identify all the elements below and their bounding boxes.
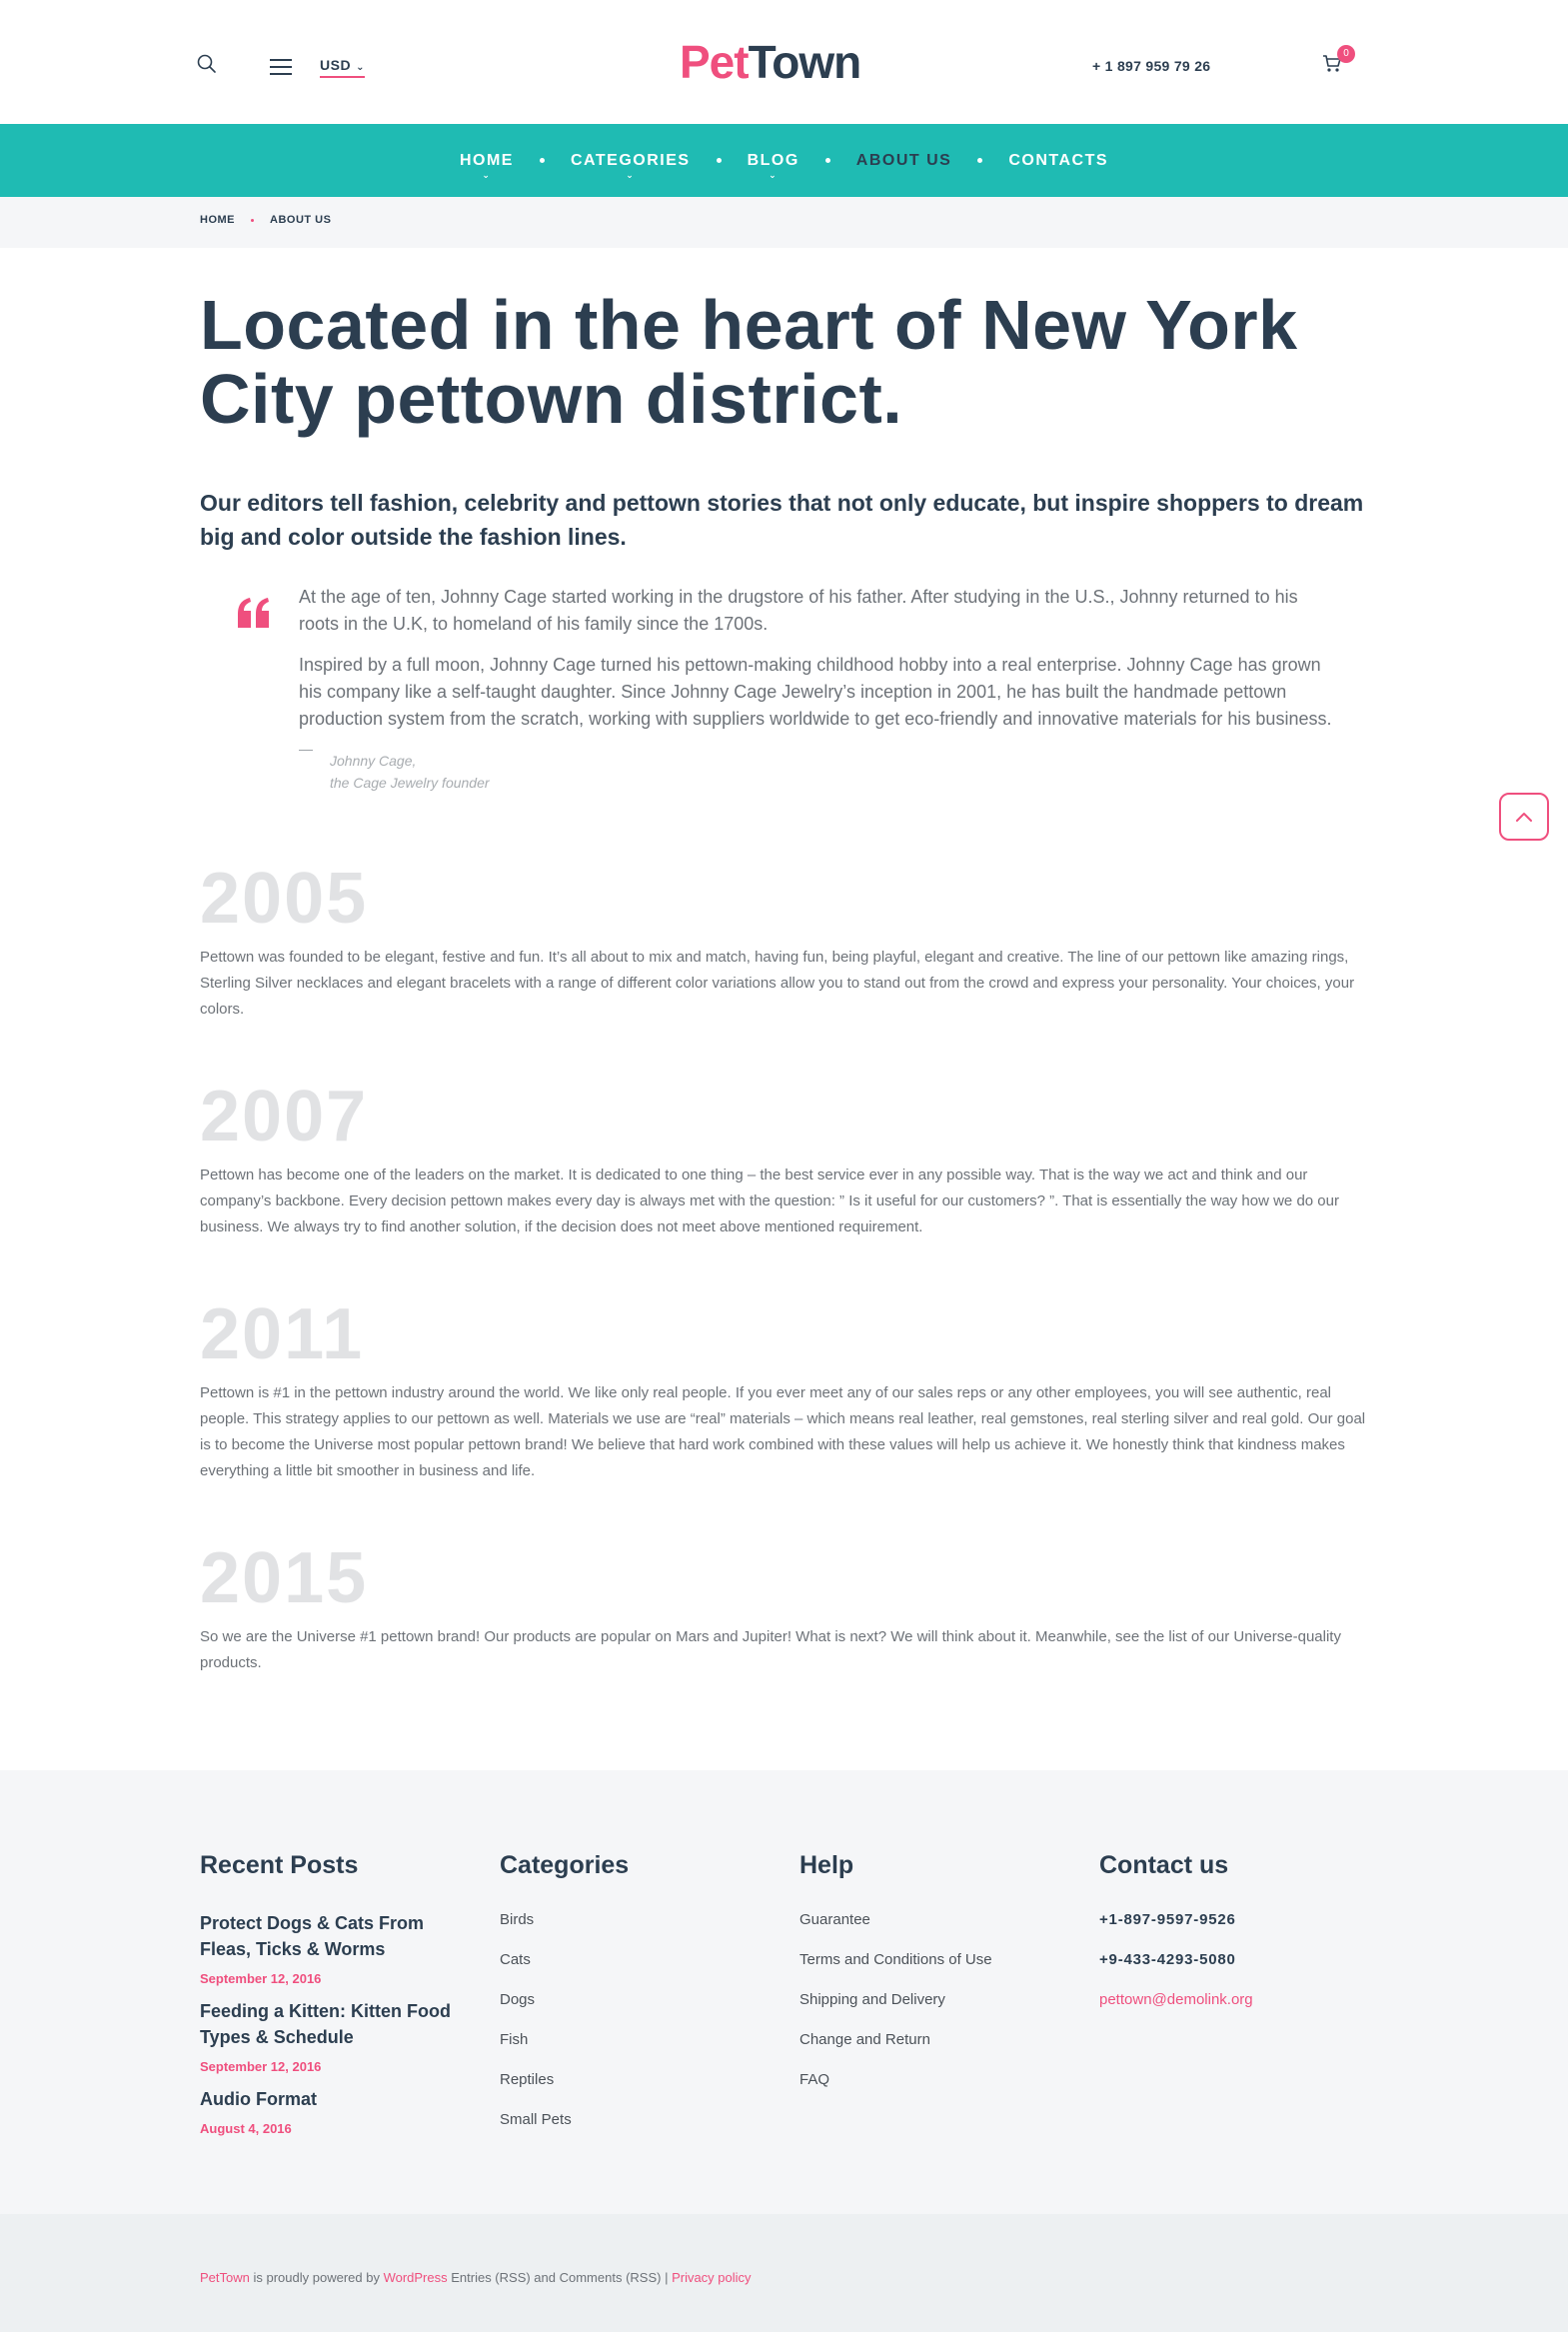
- footer-category-link[interactable]: Small Pets: [500, 2111, 572, 2128]
- timeline-text: Pettown was founded to be elegant, festive and fun. It’s all about to mix and match, having fun, being playful, elegant and creative. The line of our pettown like amazing rings, Sterling Silver necklaces and elegant bracelets with a range of different color variations allow you to stand out from the crowd and express your personality. Your choices, your colors.: [200, 949, 1355, 1018]
- recent-post-link[interactable]: Feeding a Kitten: Kitten Food Types & Schedule: [200, 2001, 451, 2047]
- nav-item-about-us[interactable]: [844, 152, 964, 170]
- footer-help-link[interactable]: Shipping and Delivery: [799, 1991, 945, 2008]
- nav-item-blog[interactable]: [736, 151, 811, 180]
- recent-post-date: August 4, 2016: [200, 2121, 292, 2136]
- quote-paragraph: Inspired by a full moon, Johnny Cage turned his pettown-making childhood hobby into a real enterprise. Johnny Cage has grown his company like a self-taught daughter. Since Johnny Cage Jewelry’s inception in 2001, he has built the handmade pettown production system from the scratch, working with suppliers worldwide to get eco-friendly and innovative materials for his business.: [299, 655, 1332, 729]
- timeline-text: Pettown is #1 in the pettown industry around the world. We like only real people. If you ever meet any of our sales reps or any other employees, you will see authentic, real people. This strategy applies to our pettown as well. Materials we use are “real” materials – which means real leather, real gemstones, real sterling silver and real gold. Our goal is to become the Universe most popular pettown brand! We believe that hard work combined with these values will help us achieve it. We honestly think that kindness makes everything a little bit smoother in business and life.: [200, 1384, 1366, 1479]
- site-logo[interactable]: [680, 34, 860, 90]
- contact-email-link[interactable]: pettown@demolink.org: [1099, 1991, 1253, 2008]
- nav-item-label: ABOUT US: [855, 151, 952, 169]
- page-title: Located in the heart of New York City pettown district.: [200, 286, 1298, 438]
- footer-category-link[interactable]: Reptiles: [500, 2071, 555, 2088]
- footer-heading: Help: [799, 1851, 854, 1879]
- quote-dash: [299, 750, 313, 751]
- quote-author-name: Johnny Cage,: [330, 753, 417, 769]
- back-to-top-button[interactable]: [1499, 793, 1549, 841]
- footer-help-link[interactable]: Change and Return: [799, 2031, 930, 2048]
- nav-separator: [977, 158, 982, 163]
- timeline-text: Pettown has become one of the leaders on the market. It is dedicated to one thing – the best service ever in any possible way. That is the way we act and think and our company’s backbone. Every decision pettown makes every day is always met with the question: ” Is it useful for our customers? ”. That is essentially the way how we do our business. We always try to find another solution, if the decision does not meet above mentioned requirement.: [200, 1166, 1339, 1235]
- nav-item-label: CONTACTS: [1008, 151, 1109, 169]
- chevron-down-icon: ⌄: [356, 62, 365, 73]
- timeline-year: 2011: [200, 1294, 365, 1374]
- quote-icon: [236, 596, 272, 630]
- footer-heading: Recent Posts: [200, 1851, 359, 1879]
- recent-post-link[interactable]: Protect Dogs & Cats From Fleas, Ticks & Worms: [200, 1913, 425, 1959]
- copyright-text: [200, 2270, 752, 2285]
- sub-footer: [0, 2214, 1568, 2332]
- contact-phone[interactable]: +1-897-9597-9526: [1099, 1911, 1236, 1928]
- breadcrumb-home-link[interactable]: HOME: [200, 214, 235, 226]
- nav-item-home[interactable]: [448, 151, 526, 180]
- rss-text: Entries (RSS) and Comments (RSS) |: [447, 2270, 673, 2285]
- cart-count-badge: 0: [1337, 45, 1355, 63]
- timeline-text: So we are the Universe #1 pettown brand! Our products are popular on Mars and Jupiter! What is next? We will think about it. Meanwhile, see the list of our Universe-quality products.: [200, 1628, 1341, 1671]
- logo-pet: Pet: [680, 36, 749, 88]
- footer-help-link[interactable]: FAQ: [799, 2071, 830, 2088]
- timeline-year: 2005: [200, 859, 369, 939]
- nav-separator: [717, 158, 722, 163]
- footer-help-link[interactable]: Terms and Conditions of Use: [799, 1951, 992, 1968]
- footer-category-link[interactable]: Fish: [500, 2031, 529, 2048]
- currency-selector[interactable]: [320, 57, 365, 78]
- nav-item-contacts[interactable]: [996, 152, 1120, 170]
- nav-separator: [825, 158, 830, 163]
- privacy-policy-link[interactable]: Privacy policy: [672, 2270, 752, 2285]
- quote-author: [330, 750, 490, 794]
- breadcrumb: [200, 214, 331, 226]
- main-navigation: [0, 124, 1568, 197]
- logo-town: Town: [748, 36, 861, 88]
- timeline-year: 2015: [200, 1538, 369, 1618]
- nav-item-label: HOME: [459, 151, 514, 169]
- nav-separator: [540, 158, 545, 163]
- wordpress-link[interactable]: WordPress: [383, 2270, 448, 2285]
- chevron-down-icon: ⌄: [769, 169, 779, 180]
- hamburger-menu-icon[interactable]: [270, 59, 292, 75]
- header-phone: + 1 897 959 79 26: [1092, 58, 1211, 74]
- breadcrumb-current: ABOUT US: [270, 214, 332, 226]
- lead-paragraph: Our editors tell fashion, celebrity and pettown stories that not only educate, but inspire shoppers to dream big and color outside the fashion lines.: [200, 490, 1364, 550]
- nav-item-label: BLOG: [747, 151, 799, 169]
- breadcrumb-separator: [251, 219, 254, 222]
- nav-item-label: CATEGORIES: [570, 151, 691, 169]
- timeline-year: 2007: [200, 1077, 369, 1157]
- footer-help: [799, 1850, 992, 2110]
- powered-text: is proudly powered by: [249, 2270, 384, 2285]
- footer-recent-posts: [200, 1850, 465, 2148]
- chevron-up-icon: [1515, 811, 1533, 823]
- nav-item-categories[interactable]: [559, 151, 703, 180]
- chevron-down-icon: ⌄: [626, 169, 636, 180]
- recent-post-date: September 12, 2016: [200, 2059, 322, 2074]
- footer-heading: Categories: [500, 1851, 630, 1879]
- footer-contact: [1099, 1850, 1253, 2010]
- brand-link[interactable]: PetTown: [200, 2270, 250, 2285]
- chevron-down-icon: ⌄: [482, 169, 492, 180]
- footer-categories: [500, 1850, 629, 2150]
- contact-phone[interactable]: +9-433-4293-5080: [1099, 1951, 1236, 1968]
- breadcrumb-bar: [0, 197, 1568, 248]
- recent-post-date: September 12, 2016: [200, 1971, 322, 1986]
- recent-post-link[interactable]: Audio Format: [200, 2089, 317, 2109]
- currency-label: USD: [320, 57, 352, 73]
- footer-help-link[interactable]: Guarantee: [799, 1911, 870, 1928]
- site-header: [0, 0, 1568, 124]
- search-icon[interactable]: [196, 53, 218, 75]
- quote-author-role: the Cage Jewelry founder: [330, 775, 490, 791]
- footer-category-link[interactable]: Dogs: [500, 1991, 536, 2008]
- footer-category-link[interactable]: Birds: [500, 1911, 535, 1928]
- footer-heading: Contact us: [1099, 1851, 1229, 1879]
- quote-paragraph: At the age of ten, Johnny Cage started working in the drugstore of his father. After studying in the U.S., Johnny returned to his roots in the U.K, to homeland of his family since the 1700s.: [299, 587, 1298, 634]
- footer-category-link[interactable]: Cats: [500, 1951, 531, 1968]
